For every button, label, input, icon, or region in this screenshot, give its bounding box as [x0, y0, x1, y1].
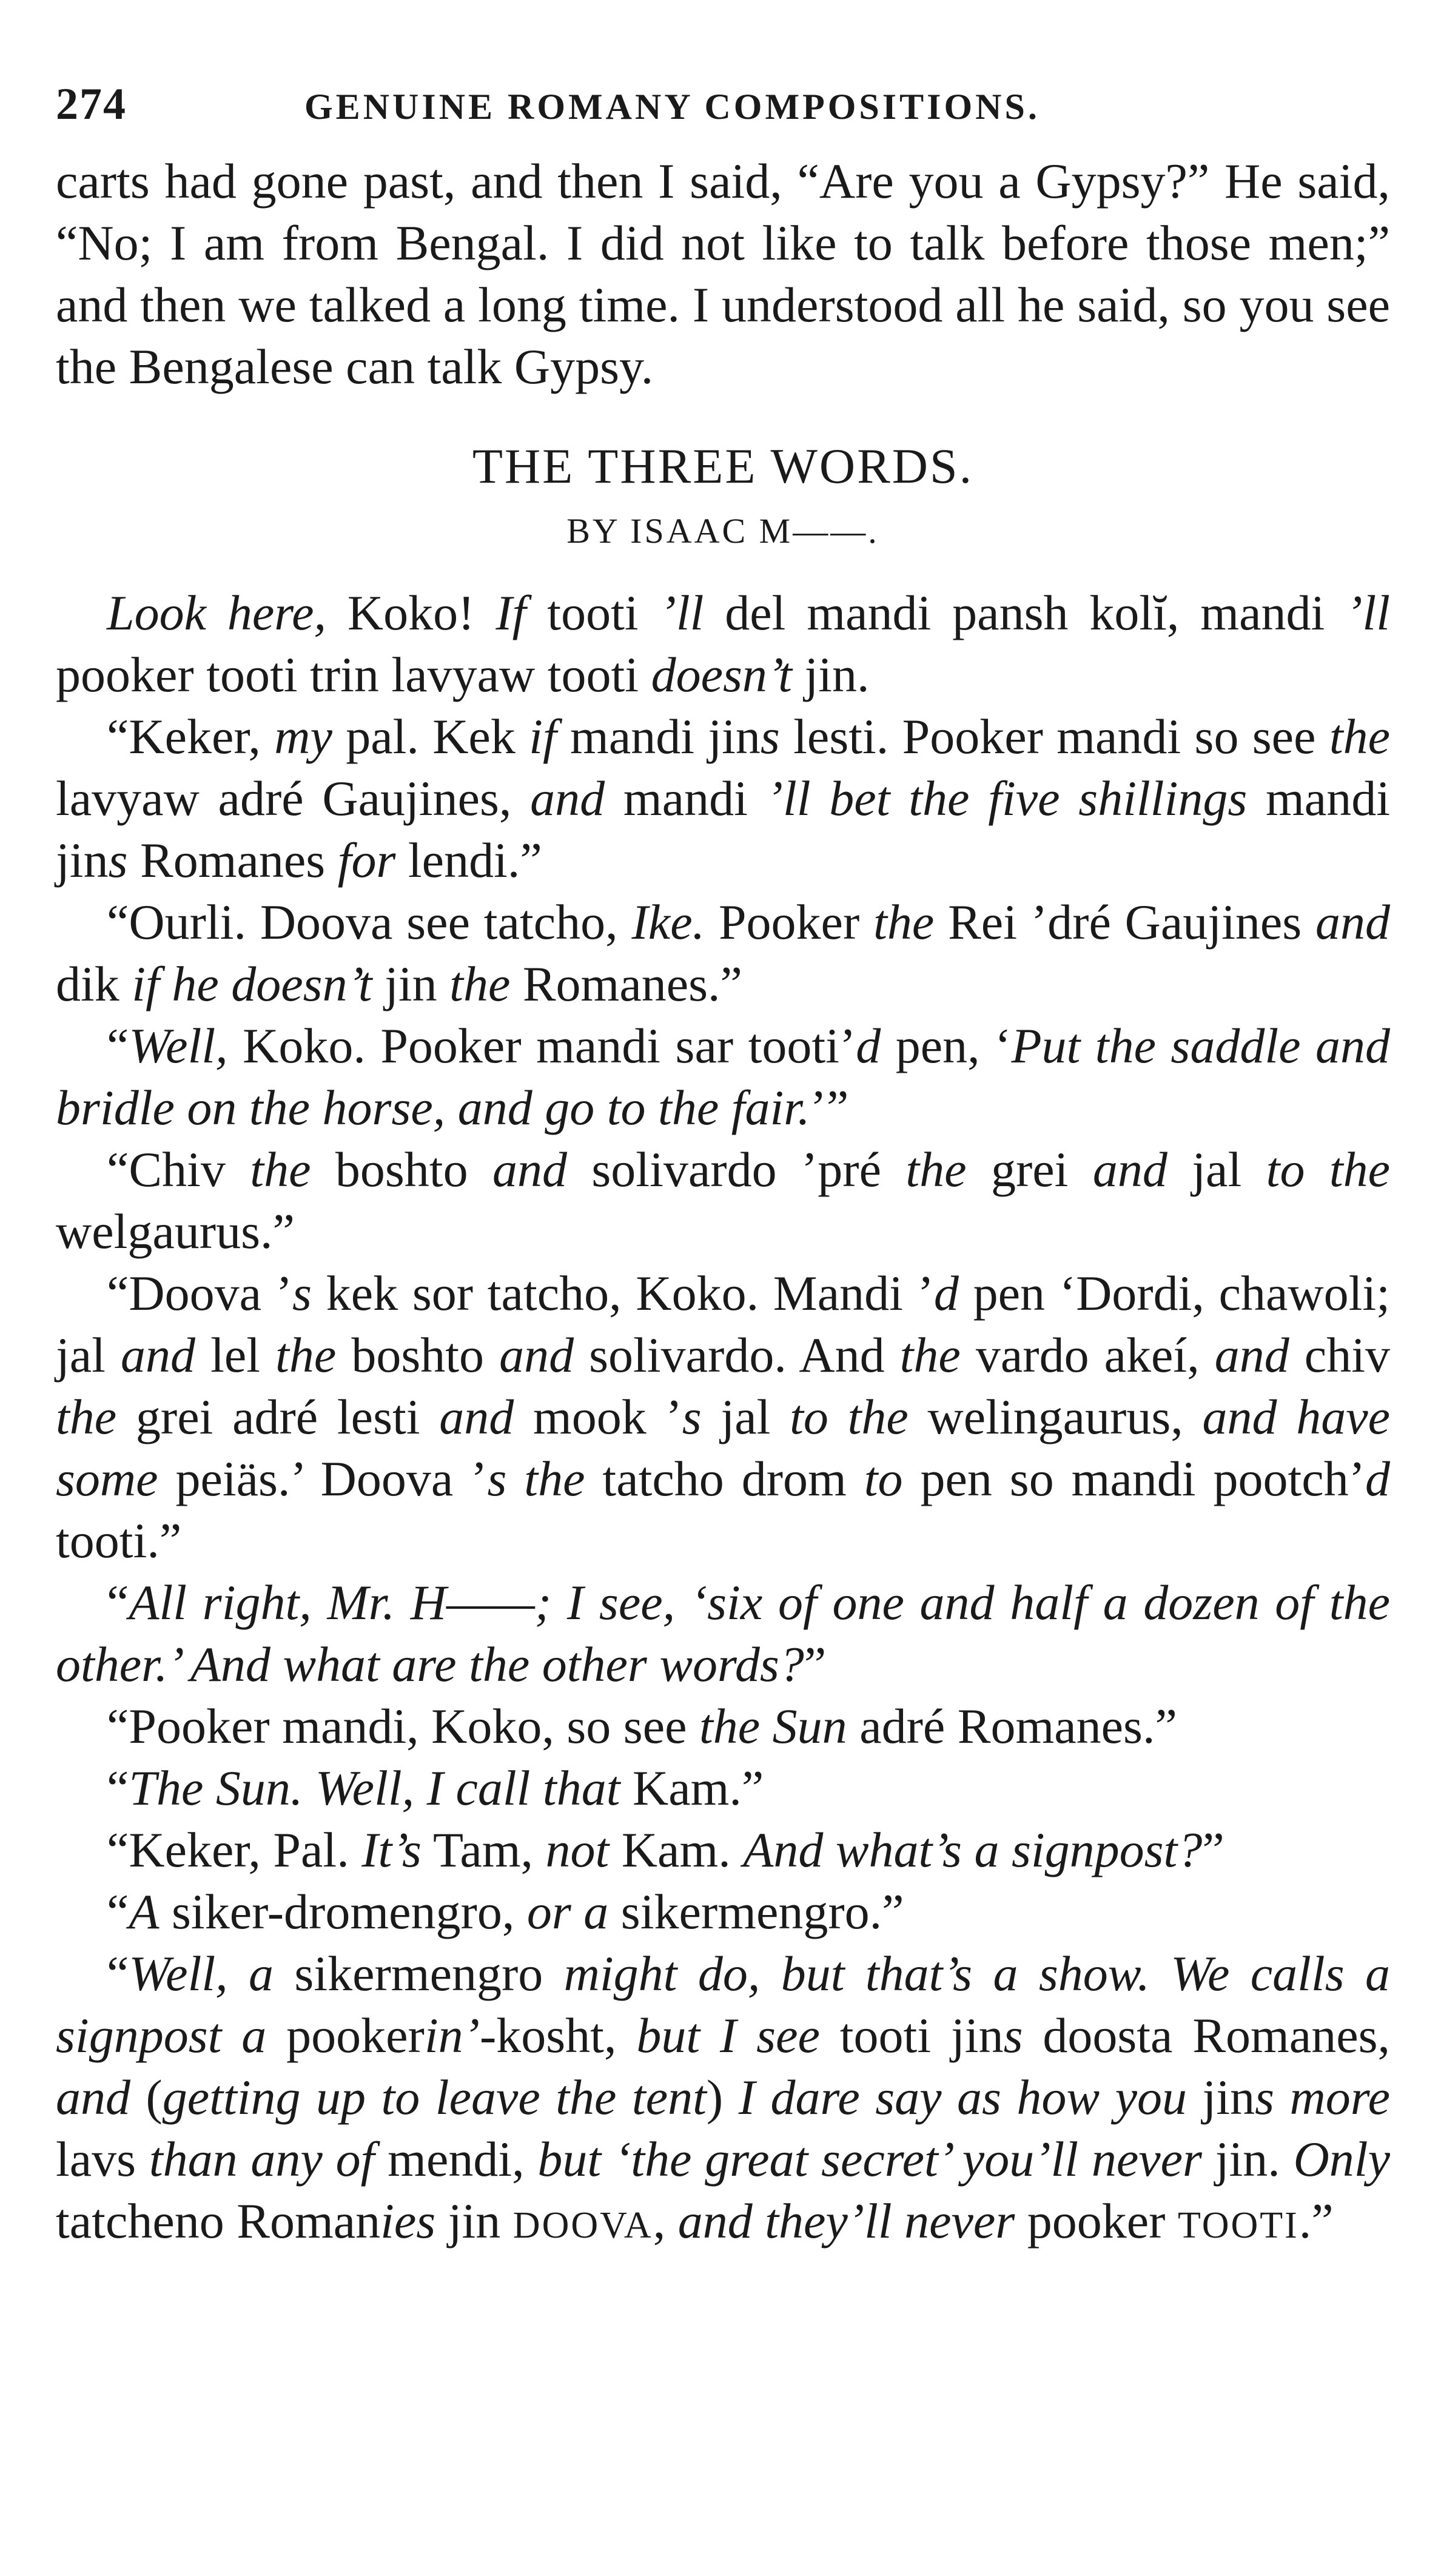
italic-text: and [1315, 894, 1390, 950]
italic-text: Look here, [107, 585, 327, 640]
opening-paragraph: carts had gone past, and then I said, “Are you a Gypsy?” He said, “No; I am from Bengal. I did not like to talk before those men;” and then we talked a long time. I understood all he said, so you see the Bengalese can talk Gypsy. [56, 153, 1390, 394]
text: del mandi pansh kolĭ, mandi [704, 585, 1346, 640]
italic-text: s [292, 1266, 312, 1321]
text: Koko. Pooker mandi sar tooti’ [227, 1018, 856, 1073]
text: Koko! [326, 585, 496, 640]
text: pooker [1015, 2193, 1178, 2249]
italic-text: the [250, 1142, 311, 1197]
text: .” [1298, 2193, 1334, 2249]
italic-text: or a [526, 1884, 609, 1939]
text: grei adré lesti [116, 1389, 440, 1444]
text: lavs [56, 2132, 149, 2187]
italic-text: s [1003, 2008, 1023, 2063]
italic-text: to the [790, 1389, 909, 1444]
text: , [653, 2193, 678, 2249]
text: chiv [1289, 1327, 1390, 1383]
text [1277, 1389, 1296, 1444]
paragraph [56, 1263, 1390, 1572]
section-title: THE THREE WORDS. [472, 438, 974, 494]
text: ” [804, 1637, 827, 1692]
text: grei [966, 1142, 1093, 1197]
italic-text: ’ll bet the five shillings [766, 771, 1248, 826]
italic-text: the [275, 1327, 337, 1383]
italic-text: and [499, 1327, 574, 1383]
paragraph [56, 1139, 1390, 1263]
italic-text: Only [1293, 2132, 1390, 2187]
italic-text: not [545, 1822, 610, 1877]
italic-text: my [274, 709, 332, 764]
text: ” [1202, 1822, 1224, 1877]
text: boshto [311, 1142, 492, 1197]
italic-text: but ‘the great secret’ you’ll never [537, 2132, 1202, 2187]
text: adré Romanes.” [847, 1699, 1177, 1754]
italic-text: Well, a [129, 1946, 274, 2001]
text: “Ourli. Doova see tatcho, [107, 894, 632, 950]
italic-text: and [530, 771, 605, 826]
italic-text: the [873, 894, 935, 950]
text: Romanes.” [510, 956, 742, 1011]
italic-text: and [492, 1142, 567, 1197]
text: vardo akeí, [960, 1327, 1215, 1383]
text: ( [130, 2070, 163, 2125]
text: pooker tooti trin lavyaw tooti [56, 647, 651, 702]
italic-text: and [1202, 1389, 1277, 1444]
italic-text: If [495, 585, 526, 640]
italic-text: doesn’t [651, 647, 792, 702]
paragraph [56, 1015, 1390, 1139]
text: pooker [266, 2008, 425, 2063]
section-byline: BY ISAAC M——. [566, 511, 879, 551]
text: lendi.” [395, 833, 542, 888]
paragraph [56, 1696, 1390, 1757]
italic-text: ’ll [659, 585, 704, 640]
italic-text: ies [380, 2193, 436, 2249]
italic-text: ’ll [1346, 585, 1390, 640]
italic-text: in’ [424, 2008, 480, 2063]
text: “Doova ’ [107, 1266, 293, 1321]
italic-text: and [121, 1327, 196, 1383]
italic-text: might do, but that’s a show. We calls a signpost a [56, 1946, 1391, 2063]
italic-text: to the [1266, 1142, 1391, 1197]
italic-text: to [864, 1451, 903, 1506]
text: “Pooker mandi, Koko, so see [107, 1699, 699, 1754]
text: mendi, [374, 2132, 538, 2187]
text: mook ’ [514, 1389, 682, 1444]
text: “ [107, 1946, 129, 2001]
paragraph [56, 1757, 1390, 1819]
text: Romanes [127, 833, 338, 888]
text: “Keker, [107, 709, 275, 764]
text: “Chiv [107, 1142, 250, 1197]
page-number: 274 [56, 79, 127, 129]
italic-text: It’s [361, 1822, 422, 1877]
body-text [56, 150, 1390, 2256]
text: jin [435, 2193, 513, 2249]
paragraph [56, 1943, 1390, 2256]
text: kek sor tatcho, Koko. Mandi ’ [311, 1266, 934, 1321]
text: -kosht, [479, 2008, 637, 2063]
text: solivardo. And [574, 1327, 900, 1383]
text: jal [1167, 1142, 1266, 1197]
italic-text: have some [56, 1389, 1390, 1506]
text: sikermengro [274, 1946, 564, 2001]
italic-text: Ike. [631, 894, 705, 950]
italic-text: d [856, 1018, 881, 1073]
text: tooti.” [56, 1513, 182, 1568]
running-title: GENUINE ROMANY COMPOSITIONS. [304, 87, 1040, 127]
small-caps-text: TOOTI [1177, 2205, 1299, 2246]
text: dik [56, 956, 132, 1011]
text: pen ‘Dordi, chawoli; jal [56, 1266, 1390, 1383]
paragraph [56, 582, 1390, 706]
text: ’” [810, 1080, 849, 1135]
text: mandi jin [556, 709, 761, 764]
text: jal [701, 1389, 790, 1444]
italic-text: and [1092, 1142, 1167, 1197]
italic-text: d [933, 1266, 959, 1321]
paragraph [56, 1881, 1390, 1943]
italic-text: the [449, 956, 511, 1011]
italic-text: d [1365, 1451, 1391, 1506]
text: “ [107, 1575, 129, 1630]
paragraph [56, 1572, 1390, 1696]
book-page [56, 73, 1390, 2256]
small-caps-text: DOOVA [512, 2205, 653, 2246]
text: pen so mandi pootch’ [902, 1451, 1366, 1506]
text: ) [706, 2070, 739, 2125]
italic-text: the [899, 1327, 961, 1383]
italic-text: if [529, 709, 557, 764]
italic-text: and [439, 1389, 514, 1444]
text: jin [1187, 2070, 1255, 2125]
text: lavyaw adré Gaujines, [56, 771, 531, 826]
text: lel [195, 1327, 276, 1383]
text: welgaurus.” [56, 1204, 295, 1259]
italic-text: A [129, 1884, 160, 1939]
text: mandi [605, 771, 767, 826]
text: welingaurus, [908, 1389, 1203, 1444]
paragraph [56, 706, 1390, 891]
italic-text: than any of [149, 2132, 375, 2187]
italic-text: I dare say as how you [738, 2070, 1187, 2125]
italic-text: the [56, 1389, 117, 1444]
text: Kam.” [620, 1760, 764, 1816]
text: mandi jin [56, 771, 1390, 888]
italic-text: for [337, 833, 396, 888]
text: pal. Kek [332, 709, 529, 764]
text: tatcho drom [585, 1451, 864, 1506]
italic-text: s more [1255, 2070, 1390, 2125]
italic-text: The Sun. Well, I call that [129, 1760, 620, 1816]
italic-text: s the [487, 1451, 585, 1506]
italic-text: and they’ll never [677, 2193, 1015, 2249]
text: Rei ’dré Gaujines [934, 894, 1315, 950]
paragraph [56, 1819, 1390, 1881]
italic-text: but I see [636, 2008, 820, 2063]
text: tooti jin [819, 2008, 1004, 2063]
italic-text: All right, Mr. H——; I see, ‘six of one and half a dozen of the other.’ And what are the other words? [56, 1575, 1390, 1692]
italic-text: the [905, 1142, 967, 1197]
text: boshto [336, 1327, 500, 1383]
italic-text: And what’s a signpost? [743, 1822, 1203, 1877]
italic-text: Put the saddle and bridle on the horse, and go to the fair. [56, 1018, 1390, 1135]
text: pen, ‘ [881, 1018, 1012, 1073]
text: tooti [526, 585, 660, 640]
text: Kam. [609, 1822, 744, 1877]
running-head [56, 73, 1390, 146]
text: Pooker [705, 894, 874, 950]
text: doosta Romanes, [1023, 2008, 1391, 2063]
italic-text: s [760, 709, 780, 764]
text: peiäs.’ Doova ’ [158, 1451, 488, 1506]
italic-text: getting up to leave the tent [162, 2070, 707, 2125]
text: jin. [791, 647, 870, 702]
italic-text: if he doesn’t [132, 956, 372, 1011]
text: solivardo ’pré [566, 1142, 906, 1197]
paragraph [56, 891, 1390, 1015]
text: “ [107, 1884, 129, 1939]
text: sikermengro.” [608, 1884, 904, 1939]
italic-text: Well, [129, 1018, 228, 1073]
italic-text: s [682, 1389, 702, 1444]
text: siker-dromengro, [159, 1884, 527, 1939]
text: jin. [1201, 2132, 1294, 2187]
text: “Keker, Pal. [107, 1822, 362, 1877]
italic-text: and [1214, 1327, 1289, 1383]
italic-text: and [56, 2070, 130, 2125]
text: jin [372, 956, 450, 1011]
italic-text: the [1329, 709, 1390, 764]
text: “ [107, 1760, 129, 1816]
italic-text: s [108, 833, 128, 888]
text: tatcheno Roman [56, 2193, 381, 2249]
text: Tam, [421, 1822, 546, 1877]
dialogue [56, 582, 1390, 2256]
italic-text: the Sun [699, 1699, 847, 1754]
text: lesti. Pooker mandi so see [779, 709, 1329, 764]
text: “ [107, 1018, 129, 1073]
